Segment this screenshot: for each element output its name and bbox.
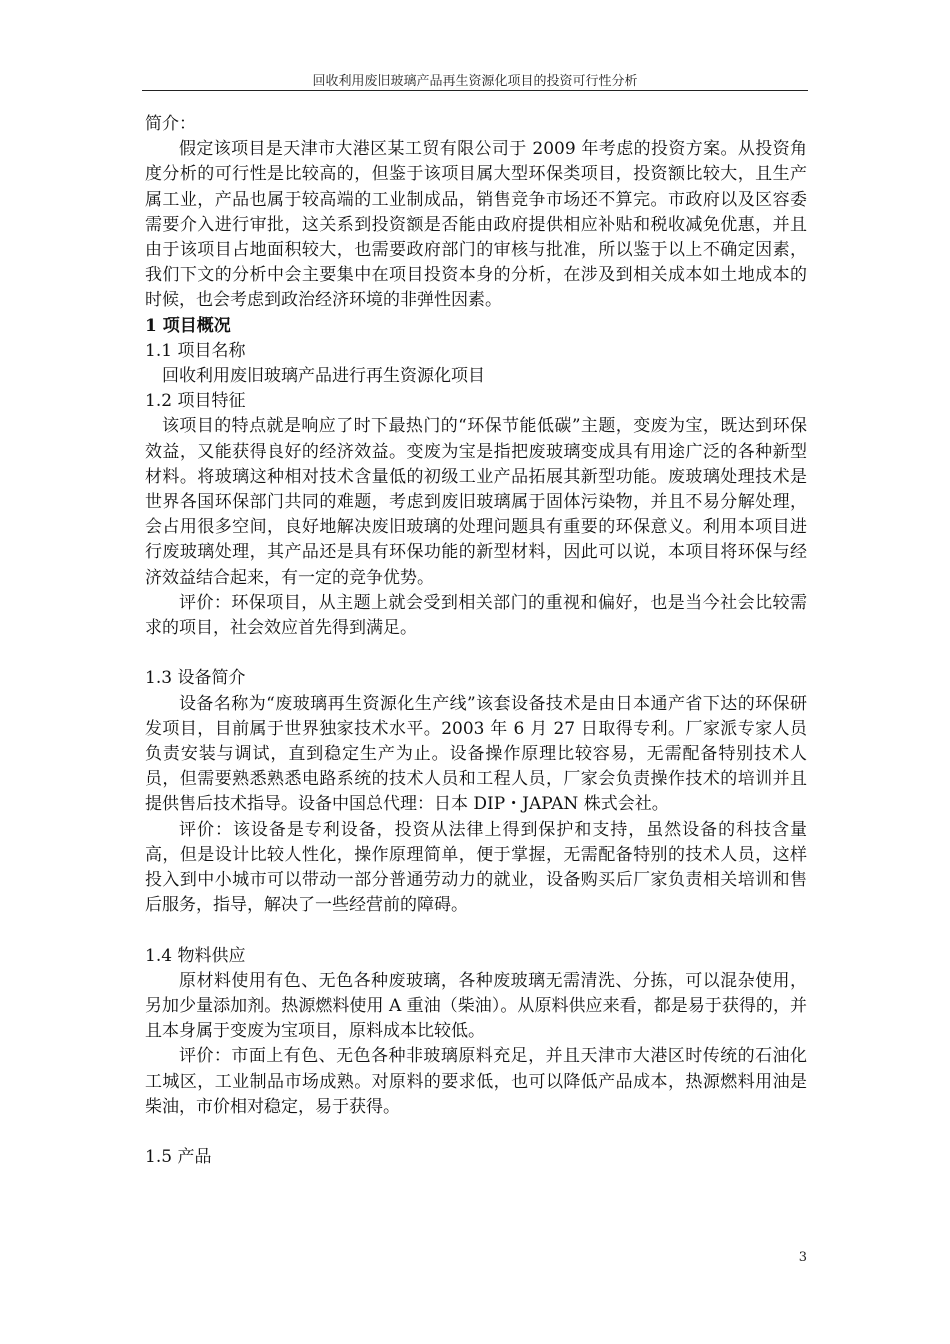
page-number: 3	[798, 1250, 807, 1265]
section-1-4-heading: 1.4 物料供应	[145, 945, 246, 966]
section-1-3-body: 设备名称为“废玻璃再生资源化生产线”该套设备技术是由日本通产省下达的环保研发项目，目前属于世界独家技术水平。2003 年 6 月 27 日取得专利。厂家派专家人员负责安装与调试，直到稳定生产为止。设备操作原理比较容易，无需配备特别技术人员，但需要熟悉熟悉电路系统的技术人员和工程人员，厂家会负责操作技术的培训并且提供售后技术指导。设备中国总代理：日本 DIP・JAPAN 株式会社。	[145, 693, 807, 815]
section-1-4-body: 原材料使用有色、无色各种废玻璃，各种废玻璃无需清洗、分拣，可以混杂使用，另加少量添加剂。热源燃料使用 A 重油（柴油）。从原料供应来看，都是易于获得的，并且本身属于变废为宝项目，原料成本比较低。	[145, 970, 807, 1042]
spacer	[145, 641, 807, 666]
section-1-1-body: 回收利用废旧玻璃产品进行再生资源化项目	[162, 366, 485, 387]
section-1-heading: 1 项目概况	[145, 315, 231, 336]
section-1-5-heading: 1.5 产品	[145, 1147, 212, 1168]
section-1-2-review: 评价：环保项目，从主题上就会受到相关部门的重视和偏好，也是当今社会比较需求的项目，社会效应首先得到满足。	[145, 592, 807, 639]
section-1-2-body: 该项目的特点就是响应了时下最热门的“环保节能低碳”主题，变废为宝，既达到环保效益，又能获得良好的经济效益。变废为宝是指把废玻璃变成具有用途广泛的各种新型材料。将玻璃这种相对技术含量低的初级工业产品拓展其新型功能。废玻璃处理技术是世界各国环保部门共同的难题，考虑到废旧玻璃属于固体污染物，并且不易分解处理，会占用很多空间，良好地解决废旧玻璃的处理问题具有重要的环保意义。利用本项目进行废玻璃处理，其产品还是具有环保功能的新型材料，因此可以说，本项目将环保与经济效益结合起来，有一定的竞争优势。	[145, 416, 807, 588]
section-1-4-review: 评价：市面上有色、无色各种非玻璃原料充足，并且天津市大港区时传统的石油化工城区，工业制品市场成熟。对原料的要求低，也可以降低产品成本，热源燃料用油是柴油，市价相对稳定，易于获得。	[145, 1046, 807, 1117]
section-1-1-heading: 1.1 项目名称	[145, 340, 246, 361]
section-1-3-heading: 1.3 设备简介	[145, 668, 246, 689]
document-body	[145, 112, 807, 1170]
spacer	[145, 1120, 807, 1145]
intro-heading: 简介：	[145, 114, 196, 134]
section-1-2-heading: 1.2 项目特征	[145, 391, 246, 412]
section-1-3-review: 评价：该设备是专利设备，投资从法律上得到保护和支持，虽然设备的科技含量高，但是设计比较人性化，操作原理简单，便于掌握，无需配备特别的技术人员，这样投入到中小城市可以带动一部分普通劳动力的就业，设备购买后厂家负责相关培训和售后服务，指导，解决了一些经营前的障碍。	[145, 819, 807, 916]
running-header: 回收利用废旧玻璃产品再生资源化项目的投资可行性分析	[312, 74, 638, 89]
header-rule	[142, 90, 808, 91]
intro-paragraph: 假定该项目是天津市大港区某工贸有限公司于 2009 年考虑的投资方案。从投资角度分析的可行性是比较高的，但鉴于该项目属大型环保类项目，投资额比较大，且生产属工业，产品也属于较高端的工业制成品，销售竞争市场还不算完。市政府以及区容委需要介入进行审批，这关系到投资额是否能由政府提供相应补贴和税收减免优惠，并且由于该项目占地面积较大，也需要政府部门的审核与批准，所以鉴于以上不确定因素，我们下文的分析中会主要集中在项目投资本身的分析，在涉及到相关成本如土地成本的时候，也会考虑到政治经济环境的非弹性因素。	[145, 139, 807, 311]
spacer	[145, 918, 807, 943]
